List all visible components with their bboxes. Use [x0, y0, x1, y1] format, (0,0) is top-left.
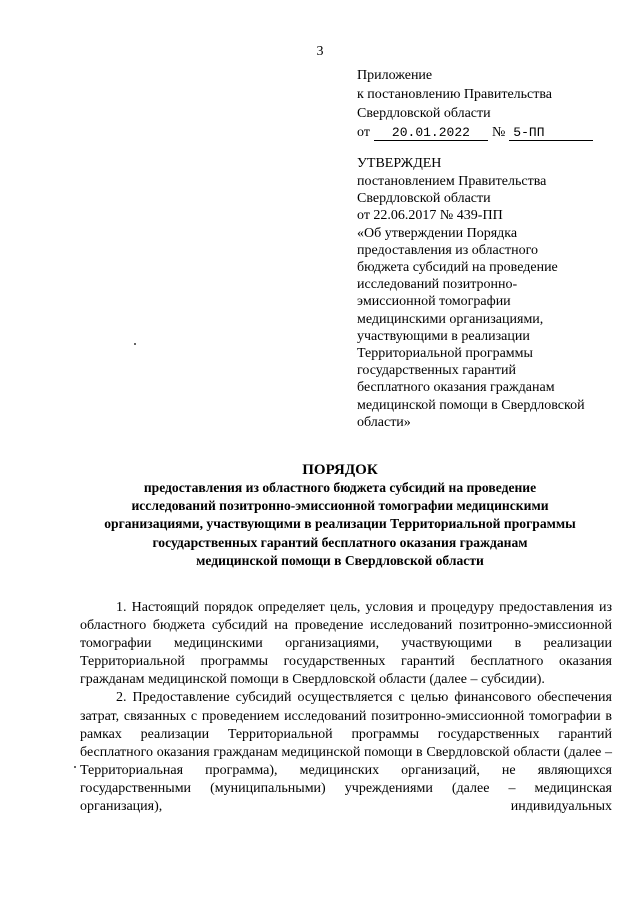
approved-line: Свердловской области	[357, 191, 491, 207]
approved-line: эмиссионной томографии	[357, 294, 511, 310]
approved-line: медицинской помощи в Свердловской	[357, 397, 585, 413]
approved-line: Территориальной программы	[357, 346, 533, 362]
decree-date: 20.01.2022	[374, 125, 488, 141]
paragraph-1: 1. Настоящий порядок определяет цель, условия и процедуру предоставления из областного бюджета субсидий на проведение исследований позитронно-эмиссионной томографии медицинскими организациями, участвующими в реализации Территориальной программы государственных гарантий бесплатного оказания гражданам медицинской помощи в Свердловской области (далее – субсидии).	[80, 600, 612, 688]
approved-line: бюджета субсидий на проведение	[357, 260, 558, 276]
approved-line: медицинскими организациями,	[357, 311, 544, 327]
approved-line: области»	[357, 414, 411, 430]
appendix-label: Приложение	[357, 68, 433, 83]
appendix-date-line	[357, 123, 627, 142]
approved-block	[357, 154, 627, 431]
document-subtitle-line: предоставления из областного бюджета субсидий на проведение	[143, 480, 537, 495]
date-prefix: от	[357, 125, 370, 140]
appendix-region: Свердловской области	[357, 106, 491, 121]
appendix-decree-ref: к постановлению Правительства	[357, 87, 553, 102]
scan-speck	[74, 766, 76, 768]
approved-line: от 22.06.2017 № 439-ПП	[357, 208, 503, 224]
approved-line: предоставления из областного	[357, 242, 538, 258]
document-title-block	[80, 461, 600, 570]
number-prefix: №	[491, 125, 506, 140]
document-subtitle-line: организациями, участвующими в реализации Территориальной программы	[104, 516, 576, 532]
document-subtitle-line: государственных гарантий бесплатного оказания гражданам	[152, 534, 528, 550]
approved-heading: УТВЕРЖДЕН	[357, 156, 442, 171]
approved-line: участвующими в реализации	[357, 328, 530, 344]
decree-number: 5-ПП	[509, 125, 593, 141]
paragraph-2: 2. Предоставление субсидий осуществляется с целью финансового обеспечения затрат, связанных с проведением исследований позитронно-эмиссионной томографии в рамках реализации Территориальной программы государственных гарантий бесплатного оказания гражданам медицинской помощи в Свердловской области (далее – Территориальная программа), медицинских организаций, не являющихся государственными (муниципальными) учреждениями (далее – медицинская организация), индивидуальных	[80, 690, 612, 815]
approved-line: бесплатного оказания гражданам	[357, 380, 555, 396]
document-title: ПОРЯДОК	[302, 462, 378, 478]
approved-line: «Об утверждении Порядка	[357, 225, 518, 241]
page-number: 3	[316, 44, 324, 59]
scan-speck	[134, 343, 136, 345]
document-subtitle-line: медицинской помощи в Свердловской области	[196, 552, 484, 568]
approved-line: постановлением Правительства	[357, 174, 547, 189]
appendix-block	[357, 66, 627, 142]
approved-line: государственных гарантий	[357, 363, 516, 379]
approved-line: исследований позитронно-	[357, 277, 518, 293]
document-body	[80, 599, 612, 816]
document-subtitle-line: исследований позитронно-эмиссионной томографии медицинскими	[131, 498, 549, 514]
